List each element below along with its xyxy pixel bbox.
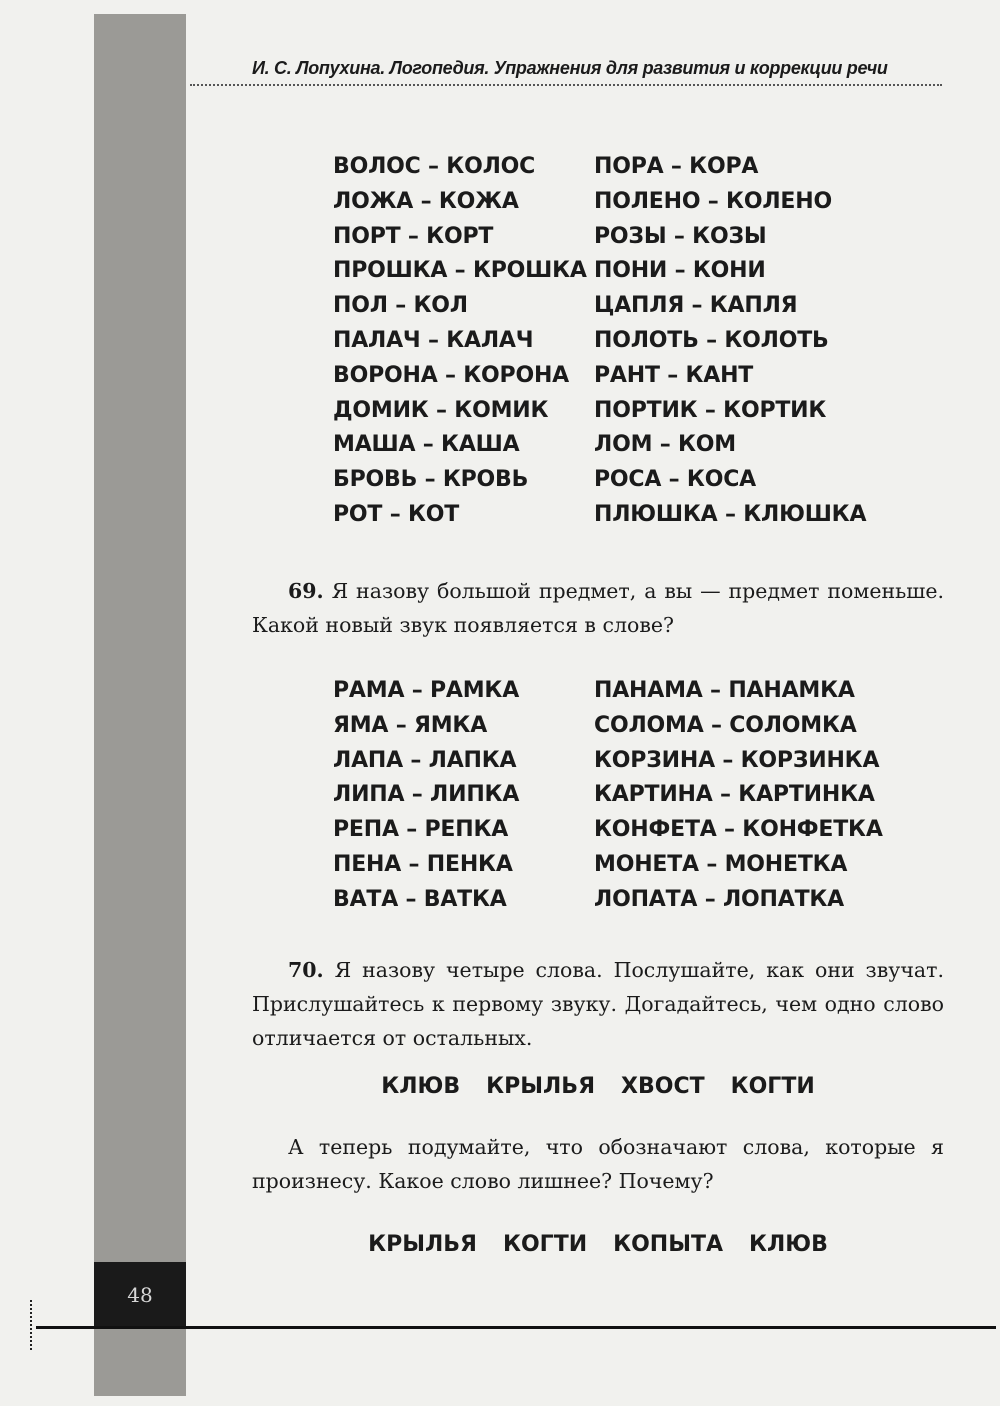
word-pair: ЯМА – ЯМКА (333, 712, 488, 738)
word-pair: РАНТ – КАНТ (594, 362, 754, 388)
word-pair: ЛИПА – ЛИПКА (333, 782, 520, 808)
word-pair: ПАЛАЧ – КАЛАЧ (333, 327, 534, 353)
word-pair: РАМА – РАМКА (333, 678, 520, 703)
word-pair: ДОМИК – КОМИК (333, 397, 549, 423)
word-pair: КОРЗИНА – КОРЗИНКА (594, 747, 880, 773)
word-pair: ЛОПАТА – ЛОПАТКА (594, 886, 844, 912)
word-pair: ВАТА – ВАТКА (333, 886, 507, 912)
word-pair: КАРТИНА – КАРТИНКА (594, 782, 875, 808)
word-pair: РОСА – КОСА (594, 467, 756, 493)
running-header: И. С. Лопухина. Логопедия. Упражнения для развития и коррекции речи (252, 58, 888, 78)
page-number: 48 (94, 1262, 186, 1328)
word-pair: КОНФЕТА – КОНФЕТКА (594, 817, 883, 843)
word-pair: ЛОМ – КОМ (594, 432, 736, 458)
word-pair: ЦАПЛЯ – КАПЛЯ (594, 293, 798, 319)
word: КРЫЛЬЯ (368, 1232, 477, 1257)
word: КЛЮВ (381, 1074, 461, 1099)
word-row-2 (252, 1232, 944, 1257)
word: КРЫЛЬЯ (486, 1074, 596, 1099)
word-pair: РОЗЫ – КОЗЫ (594, 223, 767, 249)
word-pair: ВОРОНА – КОРОНА (333, 362, 570, 388)
word-pair: СОЛОМА – СОЛОМКА (594, 712, 857, 738)
exercise-number: 69. (288, 579, 324, 603)
exercise-70 (252, 953, 944, 1055)
word-pair: РЕПА – РЕПКА (333, 817, 509, 843)
word-pair-list-1-left (333, 150, 587, 533)
word-pair-list-1-right (594, 150, 866, 533)
word-pair: ПОЛ – КОЛ (333, 293, 468, 319)
footer-rule (36, 1326, 996, 1329)
edge-marks (30, 1300, 38, 1350)
word-pair: БРОВЬ – КРОВЬ (333, 467, 529, 493)
word-pair: ЛОЖА – КОЖА (333, 188, 519, 214)
word-pair: РОТ – КОТ (333, 501, 460, 527)
header-divider (190, 84, 942, 86)
word-pair-list-2-left (333, 674, 519, 918)
paragraph-question (252, 1130, 944, 1198)
word-pair: ПРОШКА – КРОШКА (333, 258, 587, 284)
word-pair: ПЛЮШКА – КЛЮШКА (594, 501, 867, 527)
word-pair: ПОНИ – КОНИ (594, 258, 766, 284)
word-pair: ПОЛОТЬ – КОЛОТЬ (594, 327, 829, 353)
word: ХВОСТ (621, 1074, 705, 1099)
word-pair: ПАНАМА – ПАНАМКА (594, 678, 855, 703)
exercise-69 (252, 574, 944, 642)
exercise-text: Я назову большой предмет, а вы — предмет поменьше. Какой новый звук появляется в слове? (252, 579, 944, 637)
exercise-text: Я назову четыре слова. Послушайте, как они звучат. Прислушайтесь к первому звуку. Догадайтесь, чем одно слово отличается от остальных. (252, 958, 944, 1050)
margin-gray-bar (94, 14, 186, 1396)
paragraph-text: А теперь подумайте, что обозначают слова, которые я произнесу. Какое слово лишнее? Почему? (252, 1135, 944, 1193)
word-pair: ПЕНА – ПЕНКА (333, 851, 513, 877)
word-pair: ПОРА – КОРА (594, 154, 759, 179)
word-row-1 (252, 1074, 944, 1099)
word: КОГТИ (730, 1074, 815, 1099)
word-pair: ЛАПА – ЛАПКА (333, 747, 517, 773)
word-pair: ПОЛЕНО – КОЛЕНО (594, 188, 832, 214)
word: КЛЮВ (749, 1232, 828, 1257)
exercise-number: 70. (288, 958, 324, 982)
word-pair: ПОРТИК – КОРТИК (594, 397, 827, 423)
word: КОПЫТА (613, 1232, 724, 1257)
word-pair: МОНЕТА – МОНЕТКА (594, 851, 848, 877)
word-pair: ПОРТ – КОРТ (333, 223, 494, 249)
word-pair-list-2-right (594, 674, 883, 918)
word-pair: ВОЛОС – КОЛОС (333, 154, 536, 179)
word-pair: МАША – КАША (333, 432, 520, 458)
word: КОГТИ (502, 1232, 588, 1257)
